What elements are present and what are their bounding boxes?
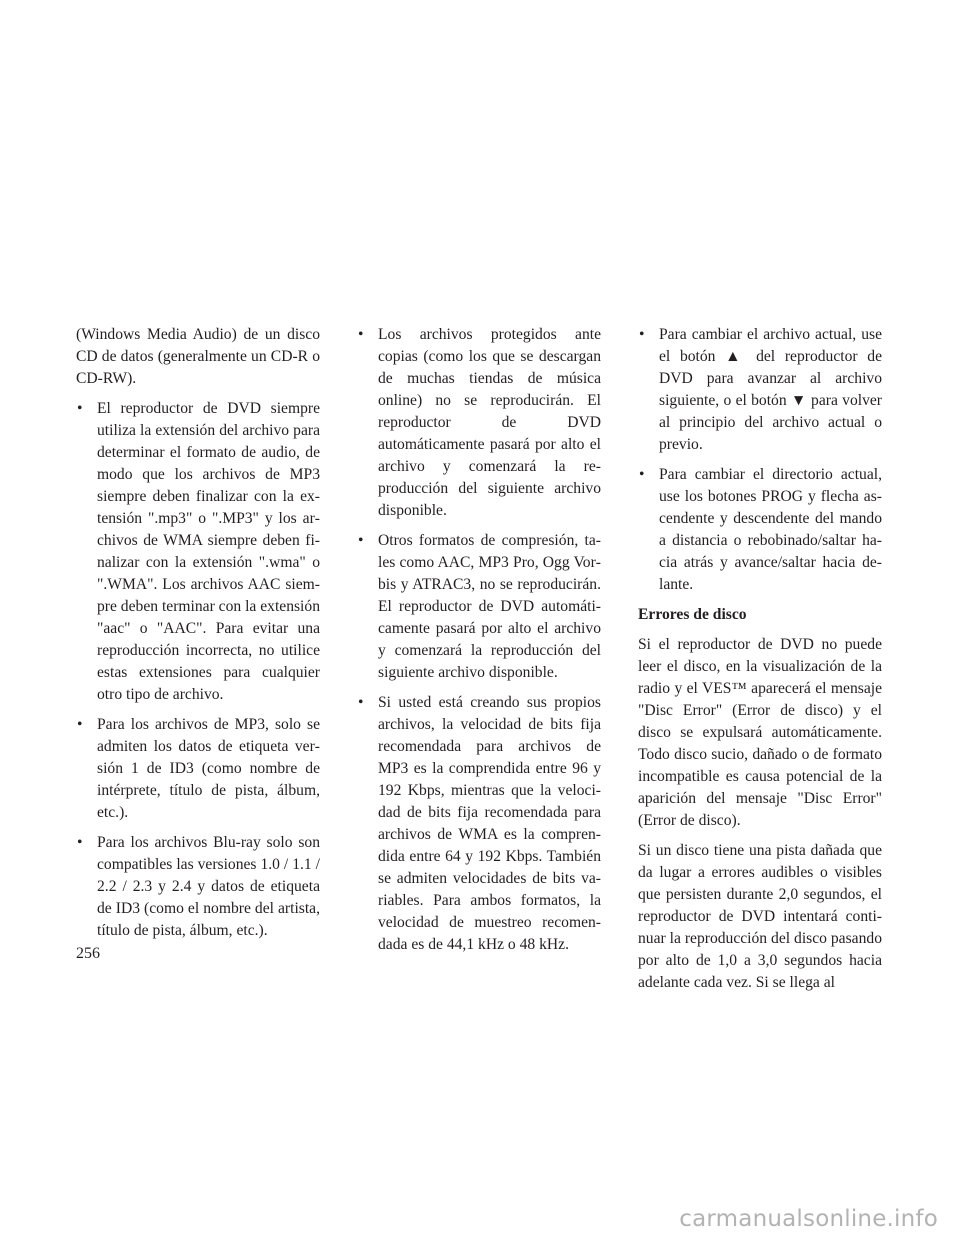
page-number: 256 [76, 945, 100, 962]
text-column-right [638, 324, 882, 1002]
bullet-text: Para los archivos Blu-ray solo son compatibles las versiones 1.0 / 1.1 / 2.2 / 2.3 y 2.4 y datos de etiqueta de ID3 (como el nombre del artista, título de pista, álbum, etc.). [97, 834, 320, 939]
bullet-symbol: • [77, 834, 83, 851]
watermark: carmanualsonline.info [679, 1206, 938, 1232]
bullet-item [357, 530, 601, 684]
bullet-item [76, 832, 320, 942]
bullet-symbol: • [77, 400, 83, 417]
bullet-text: Otros formatos de compresión, tales como AAC, MP3 Pro, Ogg Vorbis y ATRAC3, no se reproducirán. El reproductor de DVD automáticamente pasará por alto el archivo y comenzará la reproducción del siguiente archivo disponible. [378, 532, 601, 681]
paragraph: (Windows Media Audio) de un disco CD de datos (generalmente un CD-R o CD-RW). [76, 326, 320, 387]
bullet-text: El reproductor de DVD siempre utiliza la extensión del archivo para determinar el formato de audio, de modo que los archivos de MP3 siempre deben finalizar con la extensión ".mp3" o ".MP3" y los archivos de WMA siempre deben finalizar con la extensión ".wma" o ".WMA". Los archivos AAC siempre deben terminar con la extensión "aac" o "AAC". Para evitar una reproducción incorrecta, no utilice estas extensiones para cualquier otro tipo de archivo. [97, 400, 320, 703]
section-heading: Errores de disco [638, 606, 747, 623]
bullet-text: Si usted está creando sus propios archivos, la velocidad de bits fija recomendada para archivos de MP3 es la comprendida entre 96 y 192 Kbps, mientras que la velocidad de bits fija recomendada para archivos de WMA es la comprendida entre 64 y 192 Kbps. También se admiten velocidades de bits variables. Para ambos formatos, la velocidad de muestreo recomendada es de 44,1 kHz o 48 kHz. [378, 694, 601, 953]
bullet-symbol: • [358, 532, 364, 549]
text-column-left [76, 324, 320, 950]
bullet-item [76, 398, 320, 706]
text-column-middle [357, 324, 601, 964]
bullet-text: Para los archivos de MP3, solo se admiten los datos de etiqueta versión 1 de ID3 (como nombre de intérprete, título de pista, álbum, etc.). [97, 716, 320, 821]
bullet-text: Los archivos protegidos ante copias (como los que se descargan de muchas tiendas de música online) no se reproducirán. El reproductor de DVD automáticamente pasará por alto el archivo y comenzará la reproducción del siguiente archivo disponible. [378, 326, 601, 519]
bullet-item [357, 324, 601, 522]
bullet-item [76, 714, 320, 824]
bullet-symbol: • [358, 326, 364, 343]
paragraph: Si el reproductor de DVD no puede leer el disco, en la visualización de la radio y el VES™ aparecerá el mensaje "Disc Error" (Error de disco) y el disco se expulsará automáticamente. Todo disco sucio, dañado o de formato incompatible es causa potencial de la aparición del mensaje "Disc Error" (Error de disco). [638, 636, 882, 829]
bullet-symbol: • [358, 694, 364, 711]
bullet-item [638, 464, 882, 596]
paragraph: Si un disco tiene una pista dañada que da lugar a errores audibles o visibles que persisten durante 2,0 segundos, el reproductor de DVD intentará continuar la reproducción del disco pasando por alto de 1,0 a 3,0 segundos hacia adelante cada vez. Si se llega al [638, 842, 882, 991]
bullet-text: Para cambiar el archivo actual, use el botón ▲ del reproductor de DVD para avanzar al archivo siguiente, o el botón ▼ para volver al principio del archivo actual o previo. [659, 326, 882, 453]
bullet-item [638, 324, 882, 456]
bullet-symbol: • [639, 326, 645, 343]
bullet-text: Para cambiar el directorio actual, use los botones PROG y flecha ascendente y descendente del mando a distancia o rebobinado/saltar hacia atrás y avance/saltar hacia delante. [659, 466, 882, 593]
bullet-symbol: • [639, 466, 645, 483]
bullet-symbol: • [77, 716, 83, 733]
bullet-item [357, 692, 601, 956]
